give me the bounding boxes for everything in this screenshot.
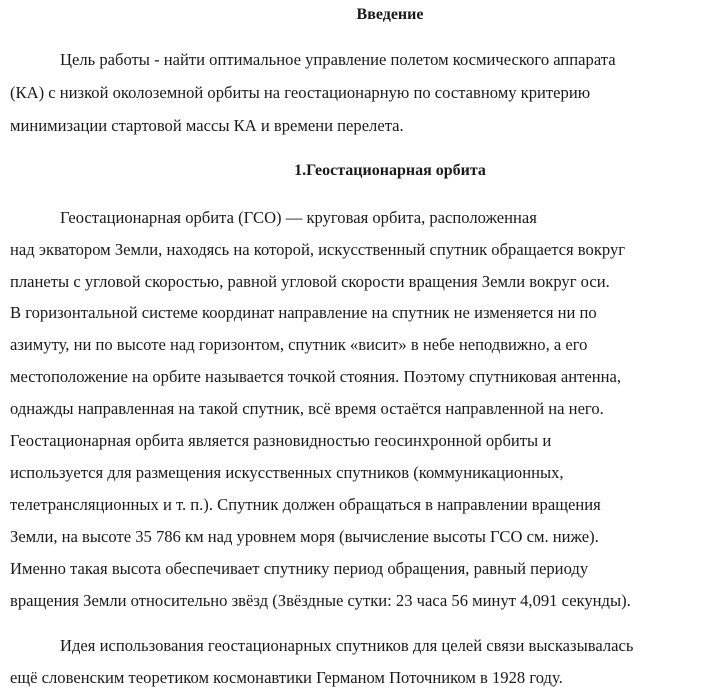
section-line-11: Земли, на высоте 35 786 км над уровнем моря (вычисление высоты ГСО см. ниже). (10, 527, 599, 546)
section-line-1: Геостационарная орбита (ГСО) — круговая орбита, расположенная (60, 208, 537, 227)
section-line-8: Геостационарная орбита является разновидностью геосинхронной орбиты и (10, 431, 552, 450)
intro-line-1: Цель работы - найти оптимальное управление полетом космического аппарата (60, 50, 616, 69)
section-line-3: планеты с угловой скоростью, равной угловой скорости вращения Земли вокруг оси. (10, 272, 610, 291)
section-line-10: телетрансляционных и т. п.). Спутник должен обращаться в направлении вращения (10, 495, 601, 514)
section-line-7: однажды направленная на такой спутник, всё время остаётся направленной на него. (10, 399, 604, 418)
intro-line-2: (КА) с низкой околоземной орбиты на геостационарную по составному критерию (10, 83, 591, 102)
section-line-13: вращения Земли относительно звёзд (Звёздные сутки: 23 часа 56 минут 4,091 секунды). (10, 591, 631, 610)
section-heading: 1.Геостационарная орбита (294, 162, 486, 179)
section-line-5: азимуту, ни по высоте над горизонтом, спутник «висит» в небе неподвижно, а его (10, 335, 588, 354)
closing-line-2: ещё словенским теоретиком космонавтики Германом Поточником в 1928 году. (10, 668, 563, 687)
section-line-4: В горизонтальной системе координат направление на спутник не изменяется ни по (10, 303, 597, 322)
section-line-12: Именно такая высота обеспечивает спутнику период обращения, равный периоду (10, 559, 589, 578)
section-line-6: местоположение на орбите называется точкой стояния. Поэтому спутниковая антенна, (10, 367, 621, 386)
closing-line-1: Идея использования геостационарных спутников для целей связи высказывалась (60, 636, 634, 655)
intro-line-3: минимизации стартовой массы КА и времени перелета. (10, 116, 404, 135)
section-line-2: над экватором Земли, находясь на которой, искусственный спутник обращается вокруг (10, 240, 626, 259)
section-line-9: используется для размещения искусственных спутников (коммуникационных, (10, 463, 564, 482)
intro-heading: Введение (356, 6, 424, 23)
